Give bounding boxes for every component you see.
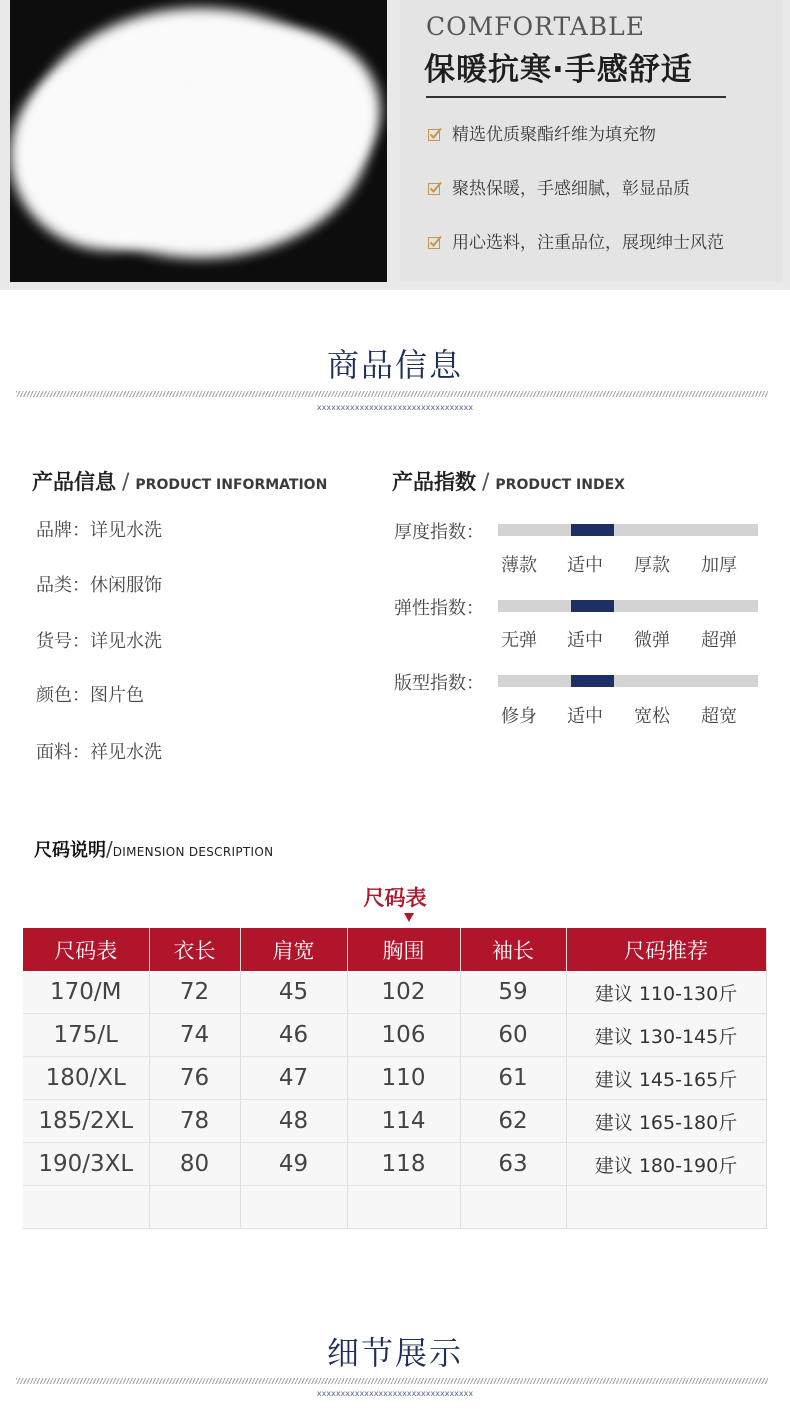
- feature-item: [428, 120, 656, 145]
- hatched-divider: [16, 1378, 768, 1384]
- cell-length: 80: [149, 1143, 240, 1186]
- dimension-heading: 尺码说明/DIMENSION DESCRIPTION: [34, 837, 274, 861]
- header-shoulder: 肩宽: [240, 928, 347, 971]
- cell-recommendation: 建议 110-130斤: [566, 971, 766, 1014]
- size-table-header: [23, 928, 766, 971]
- hatched-divider: [16, 391, 768, 397]
- checkbox-icon: [428, 126, 442, 140]
- checkbox-icon: [428, 234, 442, 248]
- cell-recommendation: 建议 145-165斤: [566, 1057, 766, 1100]
- arrow-down-icon: [404, 913, 414, 922]
- cell-shoulder: 46: [240, 1014, 347, 1057]
- cell-chest: 110: [347, 1057, 460, 1100]
- index-option: 微弹: [634, 630, 670, 651]
- table-row: [23, 971, 766, 1014]
- cell-chest: 114: [347, 1100, 460, 1143]
- cell-size: 175/L: [23, 1014, 149, 1057]
- info-item-number: 货号：详见水洗: [36, 631, 162, 652]
- feature-text: 聚热保暖，手感细腻，彰显品质: [452, 179, 690, 199]
- cell-length: 72: [149, 971, 240, 1014]
- table-row: [23, 1057, 766, 1100]
- thickness-index-marker: [571, 524, 614, 536]
- cell-length: 76: [149, 1057, 240, 1100]
- decorative-filler: xxxxxxxxxxxxxxxxxxxxxxxxxxxxxxxxx: [316, 1389, 474, 1398]
- cell-size: 190/3XL: [23, 1143, 149, 1186]
- heading-en: DIMENSION DESCRIPTION: [112, 845, 274, 859]
- banner-cn-title: 保暖抗寒·手感舒适: [424, 52, 693, 88]
- feature-text: 精选优质聚酯纤维为填充物: [452, 125, 656, 145]
- index-option: 无弹: [501, 630, 537, 651]
- cell-sleeve: 59: [460, 971, 566, 1014]
- cell-shoulder: 49: [240, 1143, 347, 1186]
- fit-index-marker: [571, 675, 614, 687]
- elasticity-index-marker: [571, 600, 614, 612]
- index-option: 厚款: [634, 555, 670, 576]
- heading-cn: 尺码说明: [34, 840, 106, 861]
- cell-chest: 102: [347, 971, 460, 1014]
- cell-length: 78: [149, 1100, 240, 1143]
- fit-index-bar: [498, 675, 758, 687]
- table-row-empty: [23, 1186, 766, 1229]
- feature-item: [428, 174, 690, 199]
- table-row: [23, 1100, 766, 1143]
- heading-cn: 产品指数: [392, 470, 476, 494]
- elasticity-index-bar: [498, 600, 758, 612]
- cell-size: 180/XL: [23, 1057, 149, 1100]
- size-chart-label: 尺码表: [363, 886, 427, 910]
- info-color: 颜色：图片色: [36, 685, 144, 706]
- cell-length: 74: [149, 1014, 240, 1057]
- header-size: 尺码表: [23, 928, 149, 971]
- header-chest: 胸围: [347, 928, 460, 971]
- heading-en: PRODUCT INFORMATION: [135, 477, 328, 493]
- header-recommendation: 尺码推荐: [566, 928, 766, 971]
- cell-recommendation: 建议 180-190斤: [566, 1143, 766, 1186]
- cell-sleeve: 63: [460, 1143, 566, 1186]
- cell-chest: 118: [347, 1143, 460, 1186]
- detail-section-title: 细节展示: [326, 1334, 463, 1372]
- feature-text: 用心选料，注重品位，展现绅士风范: [452, 233, 724, 253]
- index-option: 薄款: [501, 555, 537, 576]
- index-option: 修身: [501, 706, 537, 727]
- elasticity-index-label: 弹性指数：: [394, 598, 484, 619]
- cell-shoulder: 45: [240, 971, 347, 1014]
- cell-size: 185/2XL: [23, 1100, 149, 1143]
- product-index-heading: 产品指数 / PRODUCT INDEX: [392, 470, 625, 495]
- thickness-index-bar: [498, 524, 758, 536]
- heading-en: PRODUCT INDEX: [495, 477, 625, 493]
- index-option: 加厚: [701, 555, 737, 576]
- cell-sleeve: 61: [460, 1057, 566, 1100]
- info-fabric: 面料：祥见水洗: [36, 742, 162, 763]
- thickness-index-label: 厚度指数：: [394, 522, 484, 543]
- info-category: 品类：休闲服饰: [36, 575, 162, 596]
- banner-en-title: COMFORTABLE: [426, 12, 646, 41]
- fit-index-label: 版型指数：: [394, 673, 484, 694]
- header-length: 衣长: [149, 928, 240, 971]
- header-sleeve: 袖长: [460, 928, 566, 971]
- cell-chest: 106: [347, 1014, 460, 1057]
- table-row: [23, 1014, 766, 1057]
- cell-recommendation: 建议 130-145斤: [566, 1014, 766, 1057]
- heading-cn: 产品信息: [32, 470, 116, 494]
- index-option: 宽松: [634, 706, 670, 727]
- cell-sleeve: 60: [460, 1014, 566, 1057]
- product-info-heading: 产品信息 / PRODUCT INFORMATION: [32, 470, 328, 495]
- cell-shoulder: 47: [240, 1057, 347, 1100]
- table-row: [23, 1143, 766, 1186]
- index-option: 适中: [567, 706, 603, 727]
- cotton-filling-photo: [10, 0, 387, 282]
- cell-shoulder: 48: [240, 1100, 347, 1143]
- cell-sleeve: 62: [460, 1100, 566, 1143]
- info-brand: 品牌：详见水洗: [36, 520, 162, 541]
- cell-size: 170/M: [23, 971, 149, 1014]
- feature-item: [428, 228, 724, 253]
- index-option: 超弹: [701, 630, 737, 651]
- size-table: [23, 928, 767, 1229]
- decorative-filler: xxxxxxxxxxxxxxxxxxxxxxxxxxxxxxxxx: [316, 403, 474, 412]
- index-option: 超宽: [701, 706, 737, 727]
- product-section-title: 商品信息: [326, 346, 463, 384]
- banner-divider: [426, 96, 726, 98]
- index-option: 适中: [567, 555, 603, 576]
- cell-recommendation: 建议 165-180斤: [566, 1100, 766, 1143]
- index-option: 适中: [567, 630, 603, 651]
- checkbox-icon: [428, 180, 442, 194]
